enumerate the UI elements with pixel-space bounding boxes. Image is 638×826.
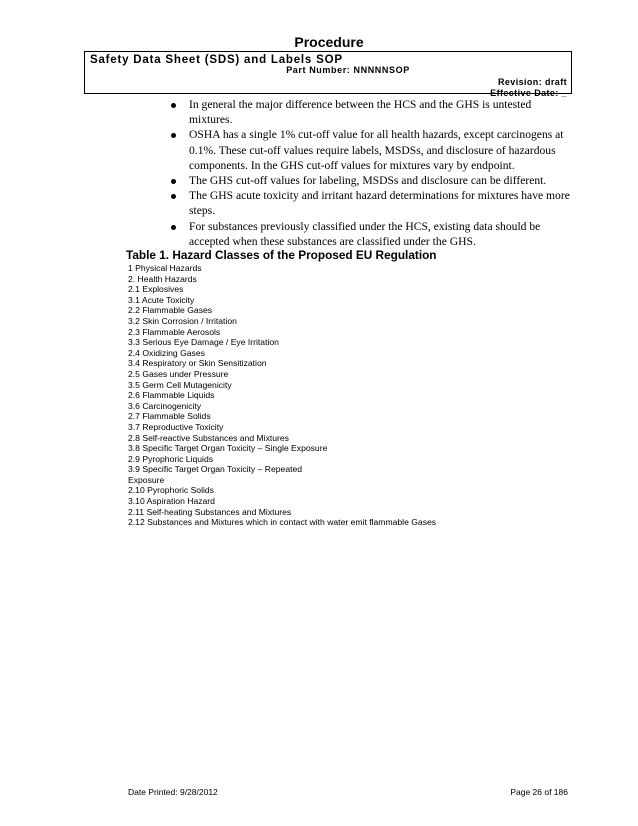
- date-printed: Date Printed: 9/28/2012: [128, 787, 218, 797]
- bullet-icon: [171, 225, 176, 230]
- hazard-item: 2.7 Flammable Solids: [128, 411, 211, 422]
- list-item: [170, 188, 570, 218]
- hazard-item: 2.6 Flammable Liquids: [128, 390, 215, 401]
- bullet-icon: [171, 194, 176, 199]
- document-header-box: [84, 51, 572, 98]
- hazard-item: 2.3 Flammable Aerosols: [128, 326, 221, 337]
- page-number: Page 26 of 186: [510, 787, 568, 797]
- list-item: [170, 173, 570, 188]
- list-item: [170, 219, 570, 249]
- hazard-item: 3.9 Specific Target Organ Toxicity – Repeated: [128, 464, 303, 475]
- hazard-item: 3.8 Specific Target Organ Toxicity – Single Exposure: [128, 443, 328, 454]
- hazard-item: 3.10 Aspiration Hazard: [128, 496, 215, 507]
- hazard-item: 2.2 Flammable Gases: [128, 305, 213, 316]
- hazard-item: 2.12 Substances and Mixtures which in contact with water emit flammable Gases: [128, 517, 437, 528]
- bullet-text: The GHS acute toxicity and irritant hazard determinations for mixtures have more steps.: [189, 189, 570, 218]
- bullet-text: The GHS cut-off values for labeling, MSDSs and disclosure can be different.: [189, 174, 547, 188]
- hazard-item: 3.6 Carcinogenicity: [128, 400, 202, 411]
- bullet-icon: [171, 133, 176, 138]
- hazard-item: 1 Physical Hazards: [128, 263, 202, 273]
- hazard-class-list: [128, 263, 436, 528]
- bullet-list: [170, 97, 570, 249]
- hazard-item: 2.11 Self-heating Substances and Mixtures: [128, 506, 292, 517]
- bullet-icon: [171, 103, 176, 108]
- hazard-item: 3.1 Acute Toxicity: [128, 294, 195, 305]
- hazard-item: 2.10 Pyrophoric Solids: [128, 485, 214, 496]
- hazard-item: 3.4 Respiratory or Skin Sensitization: [128, 358, 267, 369]
- hazard-item: 3.3 Serious Eye Damage / Eye Irritation: [128, 337, 279, 348]
- hazard-item: 2.5 Gases under Pressure: [128, 368, 229, 379]
- page-title: Procedure: [294, 34, 364, 50]
- effective-date: Effective Date: _: [490, 88, 567, 98]
- sop-title: Safety Data Sheet (SDS) and Labels SOP: [90, 54, 343, 66]
- bullet-text: In general the major difference between the HCS and the GHS is untested mixtures.: [189, 98, 532, 127]
- bullet-text: OSHA has a single 1% cut-off value for all health hazards, except carcinogens at 0.1%. These cut-off values require labels, MSDSs, and disclosure of hazardous components. In the GHS cut-off values for mixtures vary by endpoint.: [189, 128, 564, 172]
- hazard-item: 3.5 Germ Cell Mutagenicity: [128, 379, 232, 390]
- hazard-item: Exposure: [128, 474, 165, 485]
- hazard-item: 2.8 Self-reactive Substances and Mixtures: [128, 432, 289, 443]
- hazard-item: 2.1 Explosives: [128, 284, 184, 295]
- part-number: Part Number: NNNNNSOP: [286, 65, 410, 75]
- hazard-item: 3.2 Skin Corrosion / Irritation: [128, 315, 237, 326]
- list-item: [170, 97, 570, 127]
- bullet-text: For substances previously classified under the HCS, existing data should be accepted when these substances are classified under the GHS.: [189, 219, 541, 248]
- hazard-item: 3.7 Reproductive Toxicity: [128, 421, 224, 432]
- hazard-item: 2. Health Hazards: [128, 273, 197, 284]
- list-item: [170, 127, 570, 173]
- hazard-item: 2.9 Pyrophoric Liquids: [128, 453, 214, 464]
- bullet-icon: [171, 179, 176, 184]
- table-title: Table 1. Hazard Classes of the Proposed EU Regulation: [126, 248, 437, 262]
- hazard-item: 2.4 Oxidizing Gases: [128, 347, 205, 358]
- revision: Revision: draft: [497, 77, 567, 87]
